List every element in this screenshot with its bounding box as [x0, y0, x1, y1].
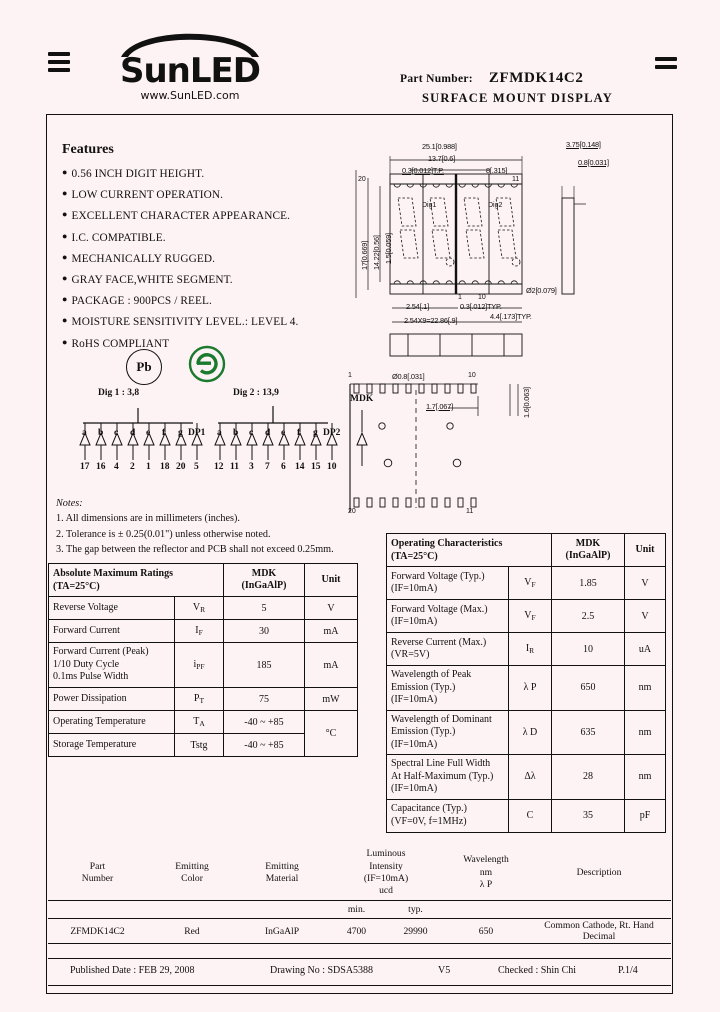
- hamburger-icon[interactable]: [48, 52, 70, 76]
- op-value: 1.85: [552, 567, 625, 600]
- op-symbol: C: [509, 799, 552, 832]
- op-param: Reverse Current (Max.) (VR=5V): [387, 633, 509, 666]
- abs-device: MDK: [251, 567, 277, 579]
- table-row: [387, 755, 666, 800]
- logo-wordmark: SunLED: [119, 51, 260, 91]
- abs-value: -40 ~ +85: [224, 711, 305, 734]
- pin-number: 12: [214, 462, 224, 472]
- table-header-row: [49, 564, 358, 597]
- desc-intensity-min: 4700: [327, 919, 386, 944]
- abs-unit: mA: [305, 620, 358, 643]
- dim-pcb-pitch: 1.7[.067]: [426, 402, 453, 411]
- op-symbol: λ P: [509, 666, 552, 711]
- page-footer: [48, 958, 671, 986]
- abs-value: 5: [224, 597, 305, 620]
- dim-height-small: 0.8[0.031]: [578, 158, 609, 167]
- op-unit: V: [625, 600, 666, 633]
- feature-text: GRAY FACE,WHITE SEGMENT.: [71, 273, 233, 286]
- op-value: 28: [552, 755, 625, 800]
- mechanical-drawing: [330, 126, 675, 526]
- features-section: [62, 142, 352, 358]
- segment-label: a: [217, 428, 222, 438]
- op-device-cell: [552, 534, 625, 567]
- pb-free-icon: Pb: [126, 349, 162, 385]
- op-title-cell: [387, 534, 552, 567]
- feature-text: PACKAGE : 900PCS / REEL.: [71, 295, 212, 308]
- feature-item: [62, 188, 352, 201]
- op-param: Wavelength of Dominant Emission (Typ.) (IF=10mA): [387, 710, 509, 755]
- feature-item: [62, 273, 352, 286]
- product-description-table: [48, 846, 671, 944]
- pin-number: 20: [176, 462, 186, 472]
- feature-item: [62, 231, 352, 244]
- abs-value: 185: [224, 643, 305, 688]
- segment-label: d: [130, 428, 136, 438]
- digit2-mark: Dig2: [488, 202, 503, 209]
- desc-header-part-number: Part Number: [81, 860, 114, 884]
- desc-header-emitting-color: Emitting Color: [175, 860, 209, 884]
- page-header: [0, 0, 720, 112]
- feature-item: [62, 294, 352, 307]
- feature-text: RoHS COMPLIANT: [71, 337, 170, 350]
- op-value: 35: [552, 799, 625, 832]
- op-device: MDK: [575, 537, 601, 549]
- op-symbol: Δλ: [509, 755, 552, 800]
- dim-thickness: 3.75[0.148]: [566, 140, 601, 149]
- pin-number: 15: [311, 462, 321, 472]
- segment-label: b: [98, 428, 104, 438]
- pcb-pin-11: 11: [466, 508, 474, 515]
- segment-label: f: [297, 428, 301, 438]
- pcb-pin-10: 10: [468, 372, 476, 379]
- pin-number: 3: [249, 462, 254, 472]
- abs-param: Reverse Voltage: [49, 597, 175, 620]
- drawing-number: Drawing No : SDSA5388: [270, 965, 374, 976]
- bullet-icon: ●: [62, 251, 68, 262]
- pcb-pin-20: 20: [348, 508, 356, 515]
- abs-symbol: Tstg: [175, 734, 224, 757]
- bullet-icon: ●: [62, 230, 68, 241]
- table-header-row: [387, 534, 666, 567]
- abs-param: Storage Temperature: [49, 734, 175, 757]
- abs-unit: °C: [305, 711, 358, 757]
- digit1-mark: Dig1: [422, 202, 437, 209]
- bullet-icon: ●: [62, 209, 68, 220]
- pin-number: 4: [114, 462, 119, 472]
- desc-sub-min: min.: [327, 901, 386, 919]
- op-value: 650: [552, 666, 625, 711]
- abs-param: Forward Current: [49, 620, 175, 643]
- op-title: Operating Characteristics: [391, 538, 503, 549]
- segment-label: e: [281, 428, 286, 438]
- abs-value: 30: [224, 620, 305, 643]
- pin-mark-20: 20: [358, 176, 366, 183]
- package-outline-drawing: [330, 126, 675, 526]
- dim-pcb-height: 1.6[0.063]: [522, 387, 531, 418]
- op-symbol: λ D: [509, 710, 552, 755]
- abs-condition: (TA=25°C): [53, 581, 100, 592]
- op-unit-header: Unit: [625, 534, 666, 567]
- bullet-icon: ●: [62, 188, 68, 199]
- desc-emitting-color: Red: [147, 919, 237, 944]
- notes-section: [56, 498, 376, 560]
- bullet-icon: ●: [62, 294, 68, 305]
- abs-device-sub: (InGaAlP): [241, 580, 287, 591]
- op-unit: V: [625, 567, 666, 600]
- op-param: Wavelength of Peak Emission (Typ.) (IF=10mA): [387, 666, 509, 711]
- dim-face-height: 1.5[0.059]: [384, 233, 393, 264]
- op-value: 635: [552, 710, 625, 755]
- abs-unit: V: [305, 597, 358, 620]
- desc-description: Common Cathode, Rt. Hand Decimal: [527, 919, 671, 944]
- pin-mark-10-bottom: 10: [478, 294, 486, 301]
- op-value: 2.5: [552, 600, 625, 633]
- desc-sub-blank: [445, 901, 527, 919]
- op-symbol: $V_F$: [509, 600, 552, 633]
- segment-label: f: [162, 428, 166, 438]
- abs-device-cell: [224, 564, 305, 597]
- op-symbol: $I_R$: [509, 633, 552, 666]
- desc-sub-typ: typ.: [386, 901, 445, 919]
- part-number-line: [400, 70, 690, 87]
- pin-number: 2: [130, 462, 135, 472]
- table-row: [49, 597, 358, 620]
- dim-pin-width: 0.3[.012]TYP.: [460, 302, 502, 311]
- eco-mark-icon: [188, 345, 226, 388]
- feature-text: I.C. COMPATIBLE.: [71, 231, 166, 244]
- abs-param-multiline: Forward Current (Peak) 1/10 Duty Cycle 0.1ms Pulse Width: [49, 643, 175, 688]
- pin-number: 18: [160, 462, 170, 472]
- table-row: [387, 666, 666, 711]
- op-unit: nm: [625, 755, 666, 800]
- op-param: Capacitance (Typ.) (VF=0V, f=1MHz): [387, 799, 509, 832]
- desc-sub-blank: [237, 901, 327, 919]
- pin-number: 1: [146, 462, 151, 472]
- dim-width-total: 25.1[0.988]: [422, 142, 457, 151]
- segment-label: c: [249, 428, 254, 438]
- certification-marks: [126, 345, 226, 388]
- feature-text: MECHANICALLY RUGGED.: [71, 252, 216, 265]
- abs-value: -40 ~ +85: [224, 734, 305, 757]
- desc-sub-blank: [48, 901, 147, 919]
- page-number: P.1/4: [618, 965, 638, 976]
- desc-part-number: ZFMDK14C2: [48, 919, 147, 944]
- pcb-pin-1: 1: [348, 372, 352, 379]
- dim-height-total: 17[0.669]: [360, 240, 369, 270]
- pin-number: 11: [230, 462, 239, 472]
- dim-pcb-hole: Ø0.8[.031]: [392, 372, 425, 381]
- version: V5: [438, 965, 451, 976]
- abs-unit-header: Unit: [305, 564, 358, 597]
- note-item: 3. The gap between the reflector and PCB shall not exceed 0.25mm.: [56, 544, 334, 555]
- hamburger-bar: [48, 60, 70, 64]
- abs-symbol: $P_T$: [175, 688, 224, 711]
- op-param: Forward Voltage (Typ.) (IF=10mA): [387, 567, 509, 600]
- abs-title: Absolute Maximum Ratings: [53, 568, 174, 579]
- note-item: 2. Tolerance is ± 0.25(0.01") unless otherwise noted.: [56, 528, 271, 540]
- table-row: [49, 620, 358, 643]
- dim-tab: 8[.315]: [486, 166, 508, 175]
- hamburger-bar: [655, 57, 677, 61]
- table-row: [387, 633, 666, 666]
- dim-digit-height: 14.22[0.56]: [372, 235, 381, 270]
- note-item: 1. All dimensions are in millimeters (inches).: [56, 513, 240, 524]
- part-number-value: ZFMDK14C2: [488, 70, 584, 86]
- table-row: [48, 919, 671, 944]
- abs-symbol: $T_A$: [175, 711, 224, 734]
- bullet-icon: ●: [62, 315, 68, 326]
- table-row: [387, 799, 666, 832]
- abs-symbol: $V_R$: [175, 597, 224, 620]
- dig1-label: Dig 1 : 3,8: [98, 388, 140, 398]
- pin-number: 7: [265, 462, 270, 472]
- op-symbol: $V_F$: [509, 567, 552, 600]
- table-row: [49, 688, 358, 711]
- segment-label: g: [178, 428, 183, 438]
- desc-intensity-typ: 29990: [386, 919, 445, 944]
- features-title: Features: [62, 142, 114, 157]
- pin-number: 5: [194, 462, 199, 472]
- abs-unit: mA: [305, 643, 358, 688]
- dim-overall-pitch: 2.54X9=22.86[.9]: [404, 316, 458, 325]
- table-row: [387, 567, 666, 600]
- dim-pin-length: 4.4[.173]TYP.: [490, 312, 532, 321]
- checked-by: Checked : Shin Chi: [498, 965, 577, 976]
- feature-item: [62, 209, 352, 222]
- bullet-icon: ●: [62, 272, 68, 283]
- desc-header-emitting-material: Emitting Material: [265, 860, 299, 884]
- table-row: [387, 600, 666, 633]
- hamburger-bar: [655, 65, 677, 69]
- pin-mark-11: 11: [512, 176, 520, 183]
- op-param: Forward Voltage (Max.) (IF=10mA): [387, 600, 509, 633]
- hamburger-bar: [48, 68, 70, 72]
- segment-label: a: [82, 428, 87, 438]
- pin-number: 10: [327, 462, 337, 472]
- operating-characteristics-table: [386, 533, 666, 833]
- segment-label: e: [146, 428, 151, 438]
- dim-pitch-top: 13.7[0.6]: [428, 154, 455, 163]
- desc-sub-blank: [527, 901, 671, 919]
- op-unit: pF: [625, 799, 666, 832]
- desc-emitting-material: InGaAlP: [237, 919, 327, 944]
- part-number-label: Part Number:: [400, 73, 473, 85]
- pin-number: 17: [80, 462, 90, 472]
- logo-website: www.SunLED.com: [140, 89, 240, 102]
- abs-value: 75: [224, 688, 305, 711]
- op-unit: nm: [625, 666, 666, 711]
- op-value: 10: [552, 633, 625, 666]
- feature-text: LOW CURRENT OPERATION.: [71, 189, 224, 202]
- desc-header-description: Description: [576, 866, 622, 878]
- notes-title: Notes:: [56, 498, 83, 509]
- segment-label: g: [313, 428, 318, 438]
- pin-number: 6: [281, 462, 286, 472]
- abs-param: Operating Temperature: [49, 711, 175, 734]
- op-unit: uA: [625, 633, 666, 666]
- abs-unit: mW: [305, 688, 358, 711]
- dim-pad-width: 0.3[0.012]T.P.: [402, 166, 444, 175]
- hamburger-bar: [48, 52, 70, 56]
- sunled-logo[interactable]: [80, 24, 300, 102]
- abs-symbol: $I_F$: [175, 620, 224, 643]
- feature-item: [62, 315, 352, 328]
- product-subtitle: SURFACE MOUNT DISPLAY: [422, 91, 613, 105]
- table-row: [49, 643, 358, 688]
- op-device-sub: (InGaAlP): [565, 550, 611, 561]
- segment-label: DP2: [323, 428, 341, 438]
- segment-label: b: [233, 428, 239, 438]
- dim-hole-diameter: Ø2[0.079]: [526, 286, 557, 295]
- feature-text: MOISTURE SENSITIVITY LEVEL.: LEVEL 4.: [71, 316, 299, 329]
- table-row: [387, 710, 666, 755]
- op-param: Spectral Line Full Width At Half-Maximum (Typ.) (IF=10mA): [387, 755, 509, 800]
- pin-number: 14: [295, 462, 305, 472]
- desc-header-luminous-intensity: Luminous Intensity (IF=10mA) ucd: [363, 848, 409, 897]
- desc-subheader-row: [48, 901, 671, 919]
- hamburger-icon-right[interactable]: [655, 57, 677, 73]
- abs-title-cell: [49, 564, 224, 597]
- feature-item: [62, 167, 352, 180]
- desc-wavelength: 650: [445, 919, 527, 944]
- op-unit: nm: [625, 710, 666, 755]
- pin-number: 16: [96, 462, 106, 472]
- published-date: Published Date : FEB 29, 2008: [70, 965, 195, 976]
- bullet-icon: ●: [62, 167, 68, 177]
- mdk-label: MDK: [350, 394, 374, 404]
- absolute-maximum-ratings-table: [48, 563, 358, 757]
- part-number-block: [400, 70, 690, 106]
- segment-label: c: [114, 428, 119, 438]
- segment-label: DP1: [188, 428, 206, 438]
- bullet-icon: ●: [62, 336, 68, 347]
- op-condition: (TA=25°C): [391, 551, 438, 562]
- desc-sub-blank: [147, 901, 237, 919]
- feature-text: EXCELLENT CHARACTER APPEARANCE.: [71, 210, 291, 223]
- table-row: [49, 711, 358, 734]
- pin-mark-1-bottom: 1: [458, 294, 462, 301]
- abs-symbol: $i_{PF}$: [175, 643, 224, 688]
- dim-pin-pitch: 2.54[.1]: [406, 302, 430, 311]
- desc-header-row: [48, 846, 671, 901]
- abs-param: Power Dissipation: [49, 688, 175, 711]
- desc-header-wavelength: Wavelength nm λ P: [463, 854, 509, 891]
- feature-item: [62, 252, 352, 265]
- feature-text: 0.56 INCH DIGIT HEIGHT.: [71, 168, 205, 180]
- segment-label: d: [265, 428, 271, 438]
- dig2-label: Dig 2 : 13,9: [233, 388, 279, 398]
